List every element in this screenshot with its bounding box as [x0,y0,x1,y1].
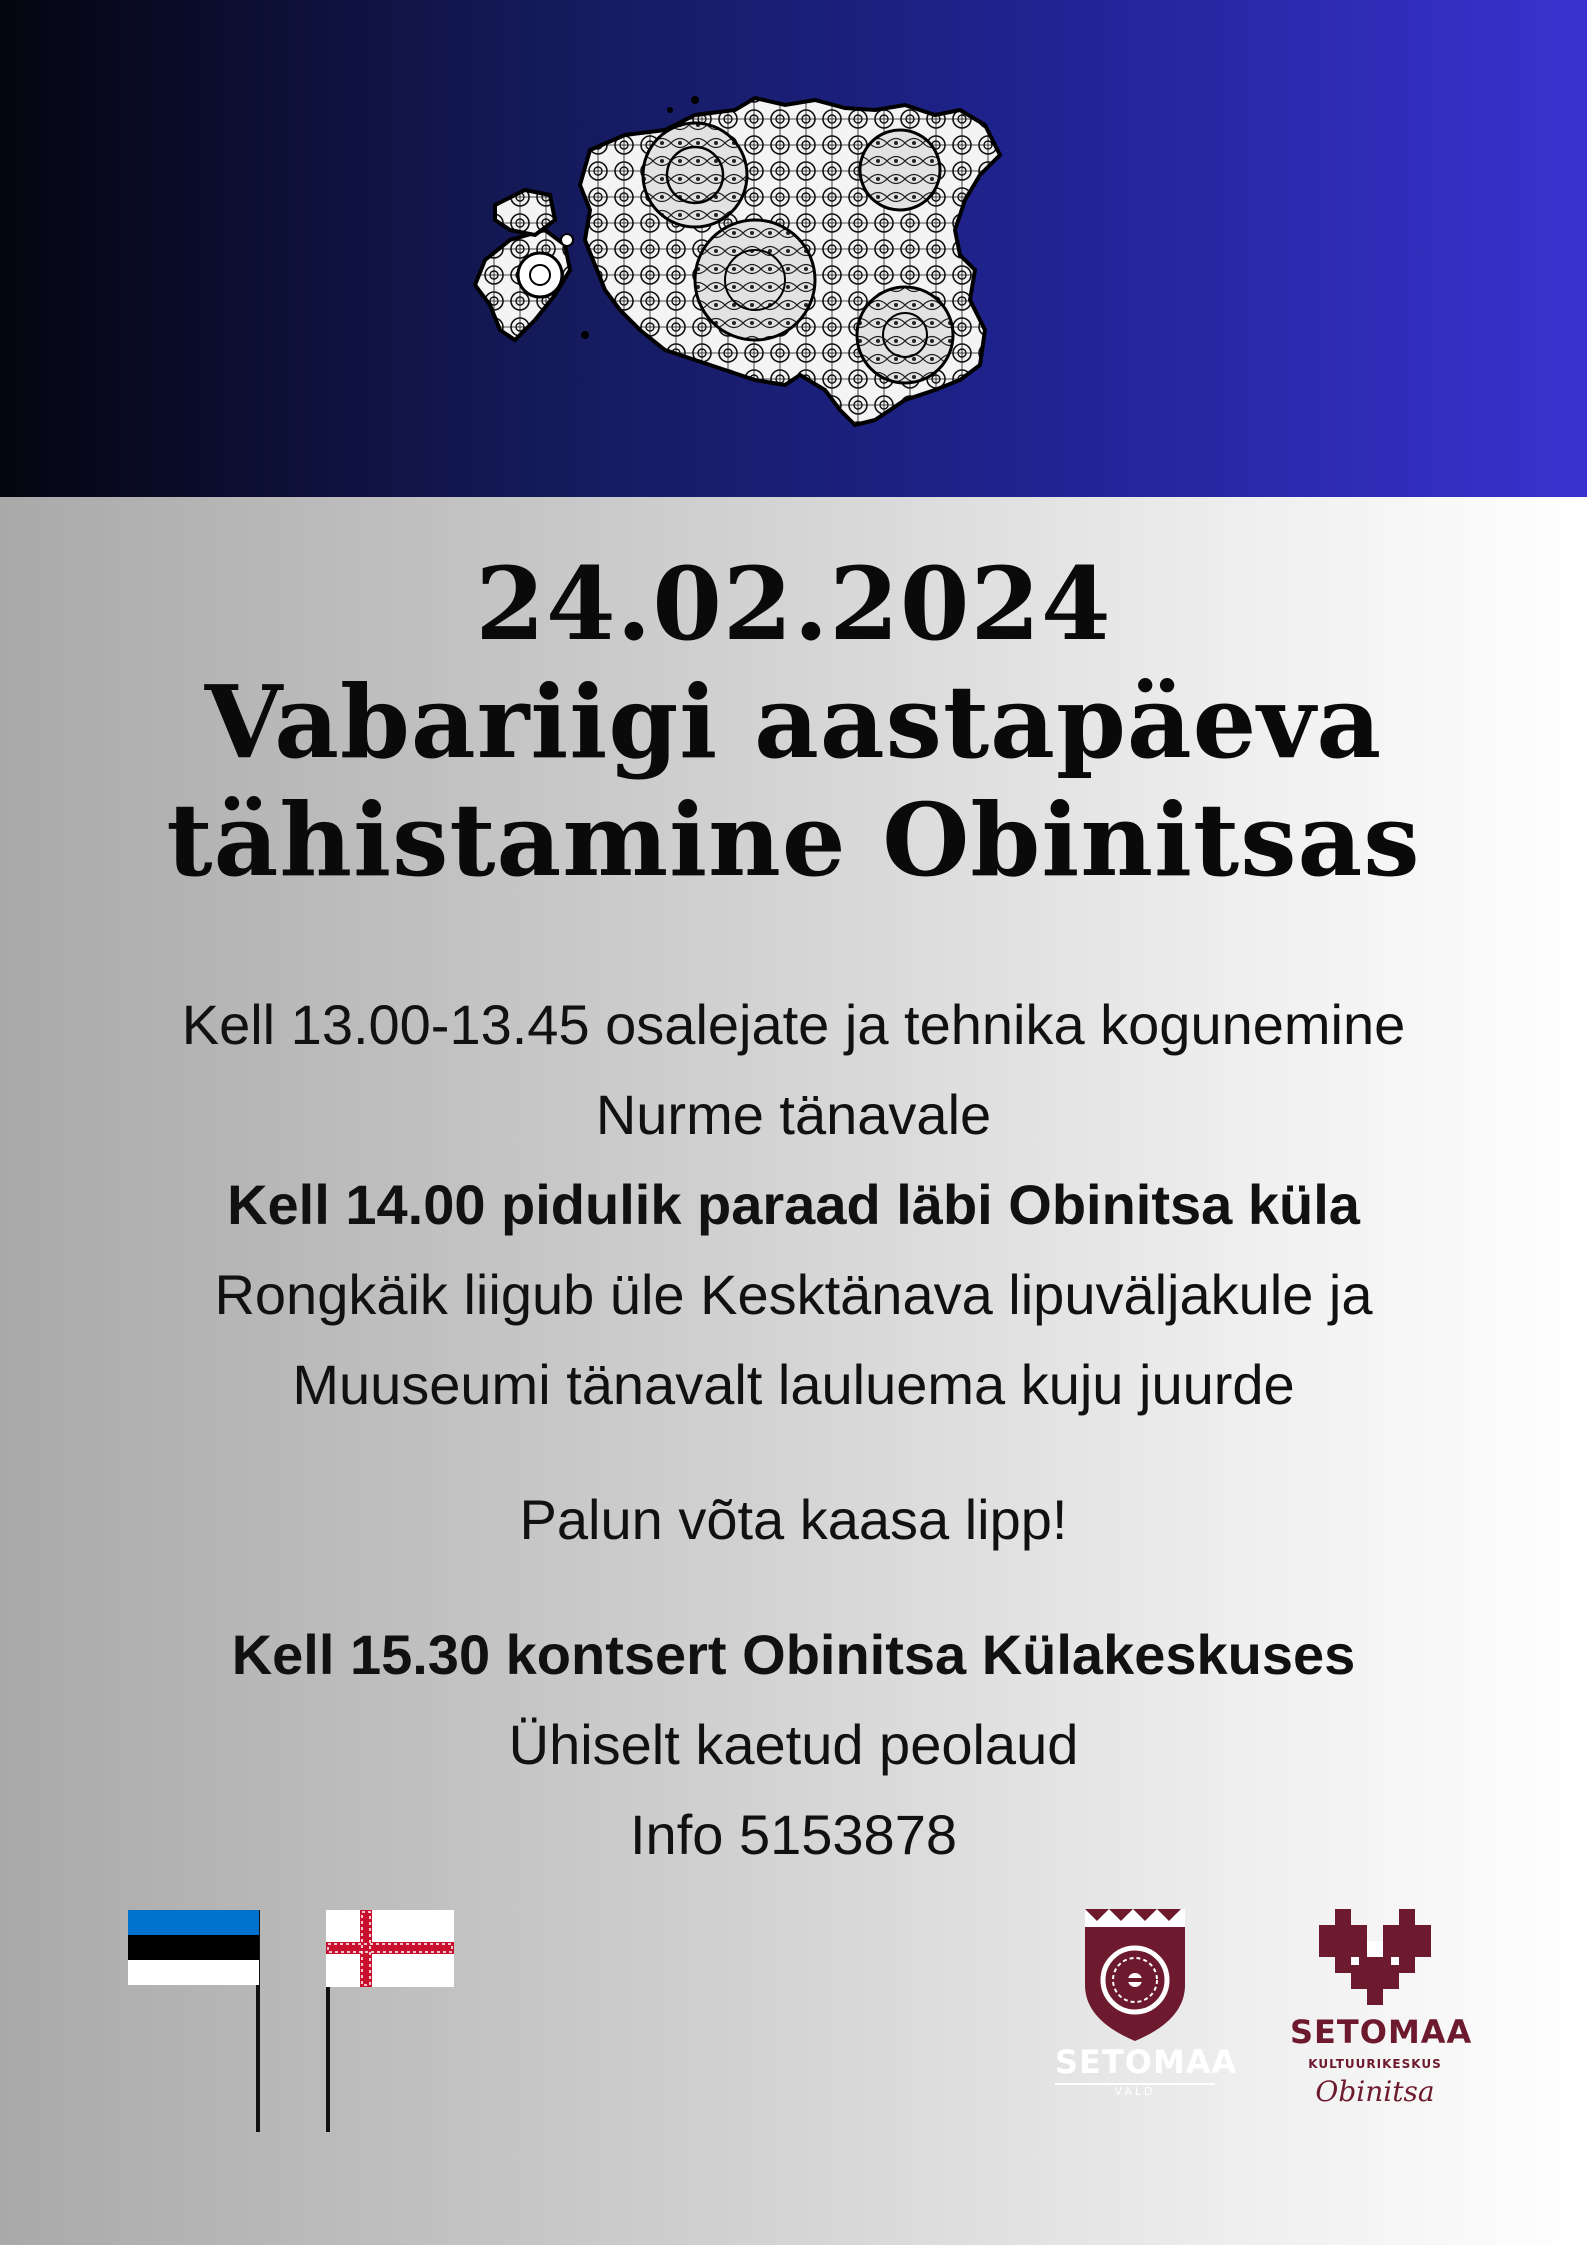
program-line-street: Nurme tänavale [595,1083,992,1146]
kultuurikeskus-name: SETOMAA [1290,2013,1473,2051]
title-block [0,545,1587,899]
setomaa-vald-logo [1055,1905,1238,2105]
program-line-gathering: Kell 13.00-13.45 osalejate ja tehnika kogunemine [181,993,1406,1056]
seto-flag-icon [326,1910,454,1987]
program-line-route1: Rongkäik liigub üle Kesktänava lipuväljakule ja [214,1263,1373,1326]
setomaa-kultuurikeskus-logo [1290,1905,1473,2115]
header-banner [0,0,1587,497]
setomaa-vald-name: SETOMAA [1055,2043,1238,2081]
program-line-parade: Kell 14.00 pidulik paraad läbi Obinitsa küla [227,1173,1360,1236]
program-line-bring-flag: Palun võta kaasa lipp! [519,1488,1068,1551]
program-line-table: Ühiselt kaetud peolaud [508,1713,1079,1776]
event-title-line2: tähistamine Obinitsas [166,781,1421,899]
program-line-route2: Muuseumi tänavalt lauluema kuju juurde [292,1353,1295,1416]
setomaa-vald-sub: VALD [1055,2083,1215,2099]
kultuurikeskus-sub: KULTUURIKESKUS [1308,2057,1442,2071]
event-title-line1: Vabariigi aastapäeva [204,663,1383,781]
program-line-info: Info 5153878 [630,1803,957,1866]
kultuurikeskus-place: Obinitsa [1315,2075,1435,2108]
estonia-mandala-map-icon [455,80,1025,450]
program-line-concert: Kell 15.30 kontsert Obinitsa Külakeskuses [231,1623,1356,1686]
setomaa-kultuurikeskus-heart-icon [1290,1905,1460,2015]
setomaa-vald-crest-icon [1055,1905,1215,2045]
estonian-flag-icon [128,1910,259,1985]
event-date: 24.02.2024 [475,545,1112,663]
program-text [40,980,1547,1880]
